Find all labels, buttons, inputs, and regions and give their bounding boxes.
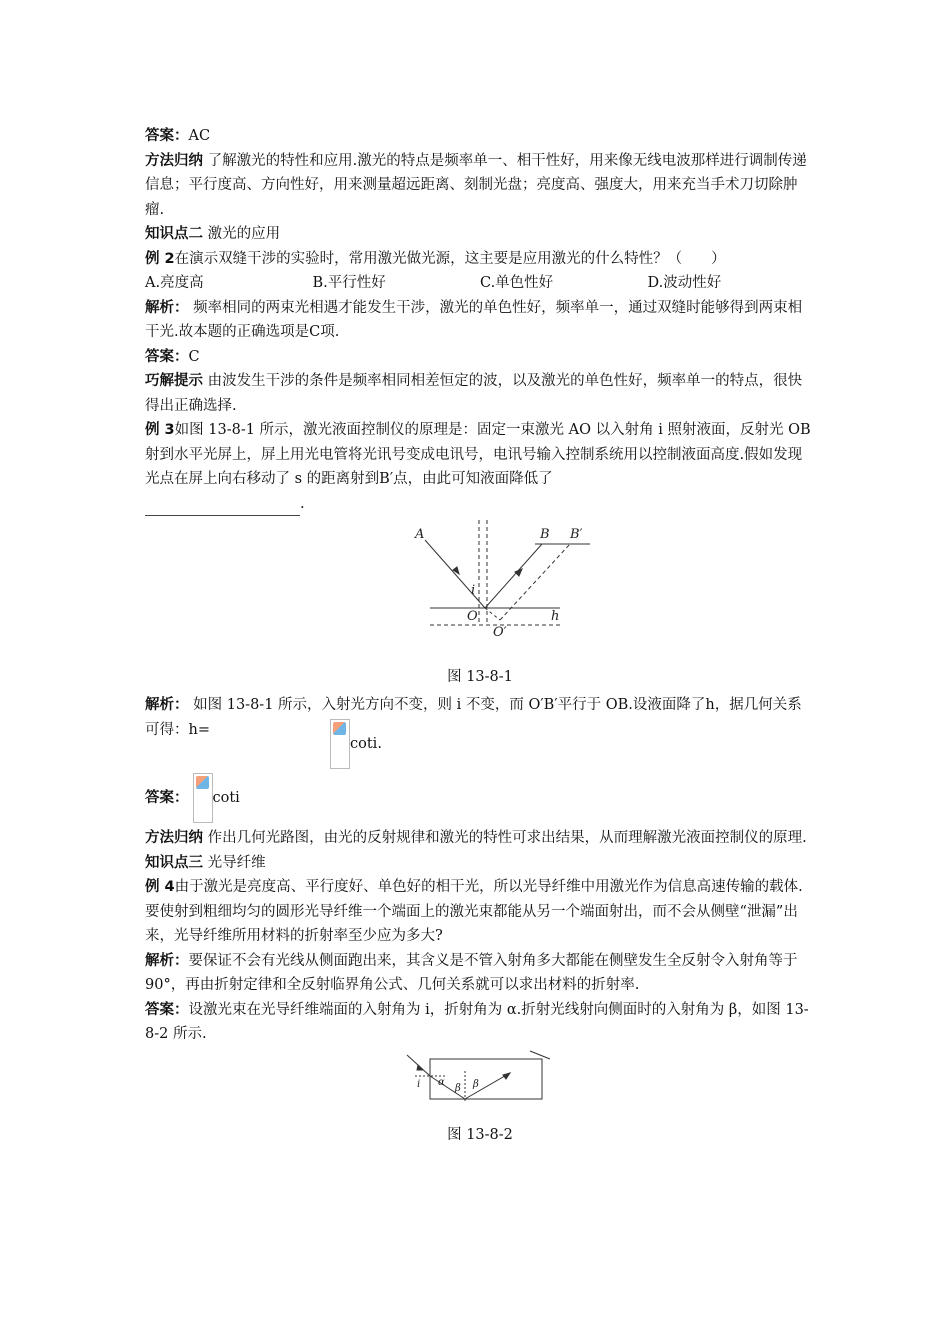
ray-arrow (503, 1073, 510, 1079)
incident-ray (425, 540, 485, 608)
answer-formula-image (193, 773, 213, 823)
example-3: 例 3如图 13-8-1 所示，激光液面控制仪的原理是：固定一束激光 AO 以入射角 i 照射液面，反射光 OB 射到水平光屏上，屏上用光电管将光讯号变成电讯号，电讯号输入控制系统用以控制液面高度.假如发现光点在屏上向右移动了 s 的距离射到B′点，由此可知液面降低了 . (145, 418, 815, 516)
option-b: B.平行性好 (312, 275, 386, 291)
method-summary-1: 方法归纳 了解激光的特性和应用.激光的特点是频率单一、相干性好，用来像无线电波那样进行调制传递信息；平行度高、方向性好，用来测量超远距离、刻制光盘；亮度高、强度大，用来充当手术刀切除肿瘤. (145, 152, 807, 218)
document-page (145, 124, 815, 1152)
example-2-options (145, 271, 815, 296)
figure-2-caption: 图 13-8-2 (447, 1127, 513, 1143)
figure-13-8-2 (145, 1051, 815, 1118)
optical-fiber-diagram (405, 1051, 555, 1109)
label-B-prime: B′ (570, 527, 583, 542)
tip-2: 巧解提示 由波发生干涉的条件是频率相同相差恒定的波，以及激光的单色性好，频率单一的特点，很快得出正确选择. (145, 373, 803, 414)
figure-13-8-1 (145, 520, 815, 659)
broken-image-icon (196, 776, 209, 789)
solution-3: 解析： 如图 13-8-1 所示，入射光方向不变，则 i 不变，而 O′B′平行于 OB.设液面降了h，据几何关系可得：h= (145, 697, 802, 738)
label-beta-2: β (473, 1078, 479, 1090)
answer-2: 答案：C (145, 348, 200, 365)
solution-4: 解析：要保证不会有光线从侧面跑出来，其含义是不管入射角多大都能在侧壁发生全反射令入射角等于90°，再由折射定律和全反射临界角公式、几何关系就可以求出材料的折射率. (145, 952, 798, 993)
label-O: O (467, 609, 478, 624)
example-4: 例 4由于激光是亮度高、平行度好、单色好的相干光，所以光导纤维中用激光作为信息高速传输的载体.要使射到粗细均匀的圆形光导纤维一个端面上的激光束都能从另一个端面射出，而不会从侧壁“泄漏”出来，光导纤维所用材料的折射率至少应为多大? (145, 879, 803, 944)
laser-level-diagram (375, 520, 583, 650)
answer-3: 答案： coti (145, 770, 815, 826)
incident-arrow (417, 1065, 423, 1070)
reflected-ray-lowered (500, 544, 570, 620)
label-A: A (415, 527, 425, 542)
figure-1-caption: 图 13-8-1 (447, 668, 513, 685)
fiber-body (430, 1059, 542, 1099)
solution-3-formula: coti. (330, 718, 815, 770)
label-i: i (417, 1078, 421, 1090)
method-summary-3: 方法归纳 作出几何光路图，由光的反射规律和激光的特性可求出结果，从而理解激光液面控制仪的原理. (145, 830, 807, 846)
answer-blank (145, 497, 300, 516)
label-h: h (551, 609, 560, 624)
label-O-prime: O′ (493, 625, 507, 640)
reflected-ray (485, 544, 542, 608)
reflected-ray (465, 1073, 510, 1099)
label-beta-1: β (455, 1082, 461, 1094)
example-2: 例 2在演示双缝干涉的实验时，常用激光做光源，这主要是应用激光的什么特性？（ ） (145, 250, 726, 267)
knowledge-point-2: 知识点二 激光的应用 (145, 226, 281, 242)
formula-image (330, 719, 350, 769)
exit-mark (530, 1051, 550, 1059)
option-a: A.亮度高 (145, 275, 204, 291)
label-alpha: α (438, 1076, 445, 1088)
knowledge-point-3: 知识点三 光导纤维 (145, 854, 266, 871)
broken-image-icon (333, 722, 346, 735)
solution-2: 解析： 频率相同的两束光相遇才能发生干涉，激光的单色性好，频率单一，通过双缝时能够得到两束相干光.故本题的正确选项是C项. (145, 299, 803, 340)
answer-4: 答案：设激光束在光导纤维端面的入射角为 i，折射角为 α.折射光线射向侧面时的入射角为 β，如图 13-8-2 所示. (145, 1001, 809, 1042)
option-c: C.单色性好 (480, 275, 554, 291)
answer-1: 答案：AC (145, 128, 211, 144)
label-i: i (471, 583, 476, 598)
option-d: D.波动性好 (647, 275, 722, 291)
reflected-arrow (515, 569, 522, 576)
label-B: B (540, 527, 550, 542)
